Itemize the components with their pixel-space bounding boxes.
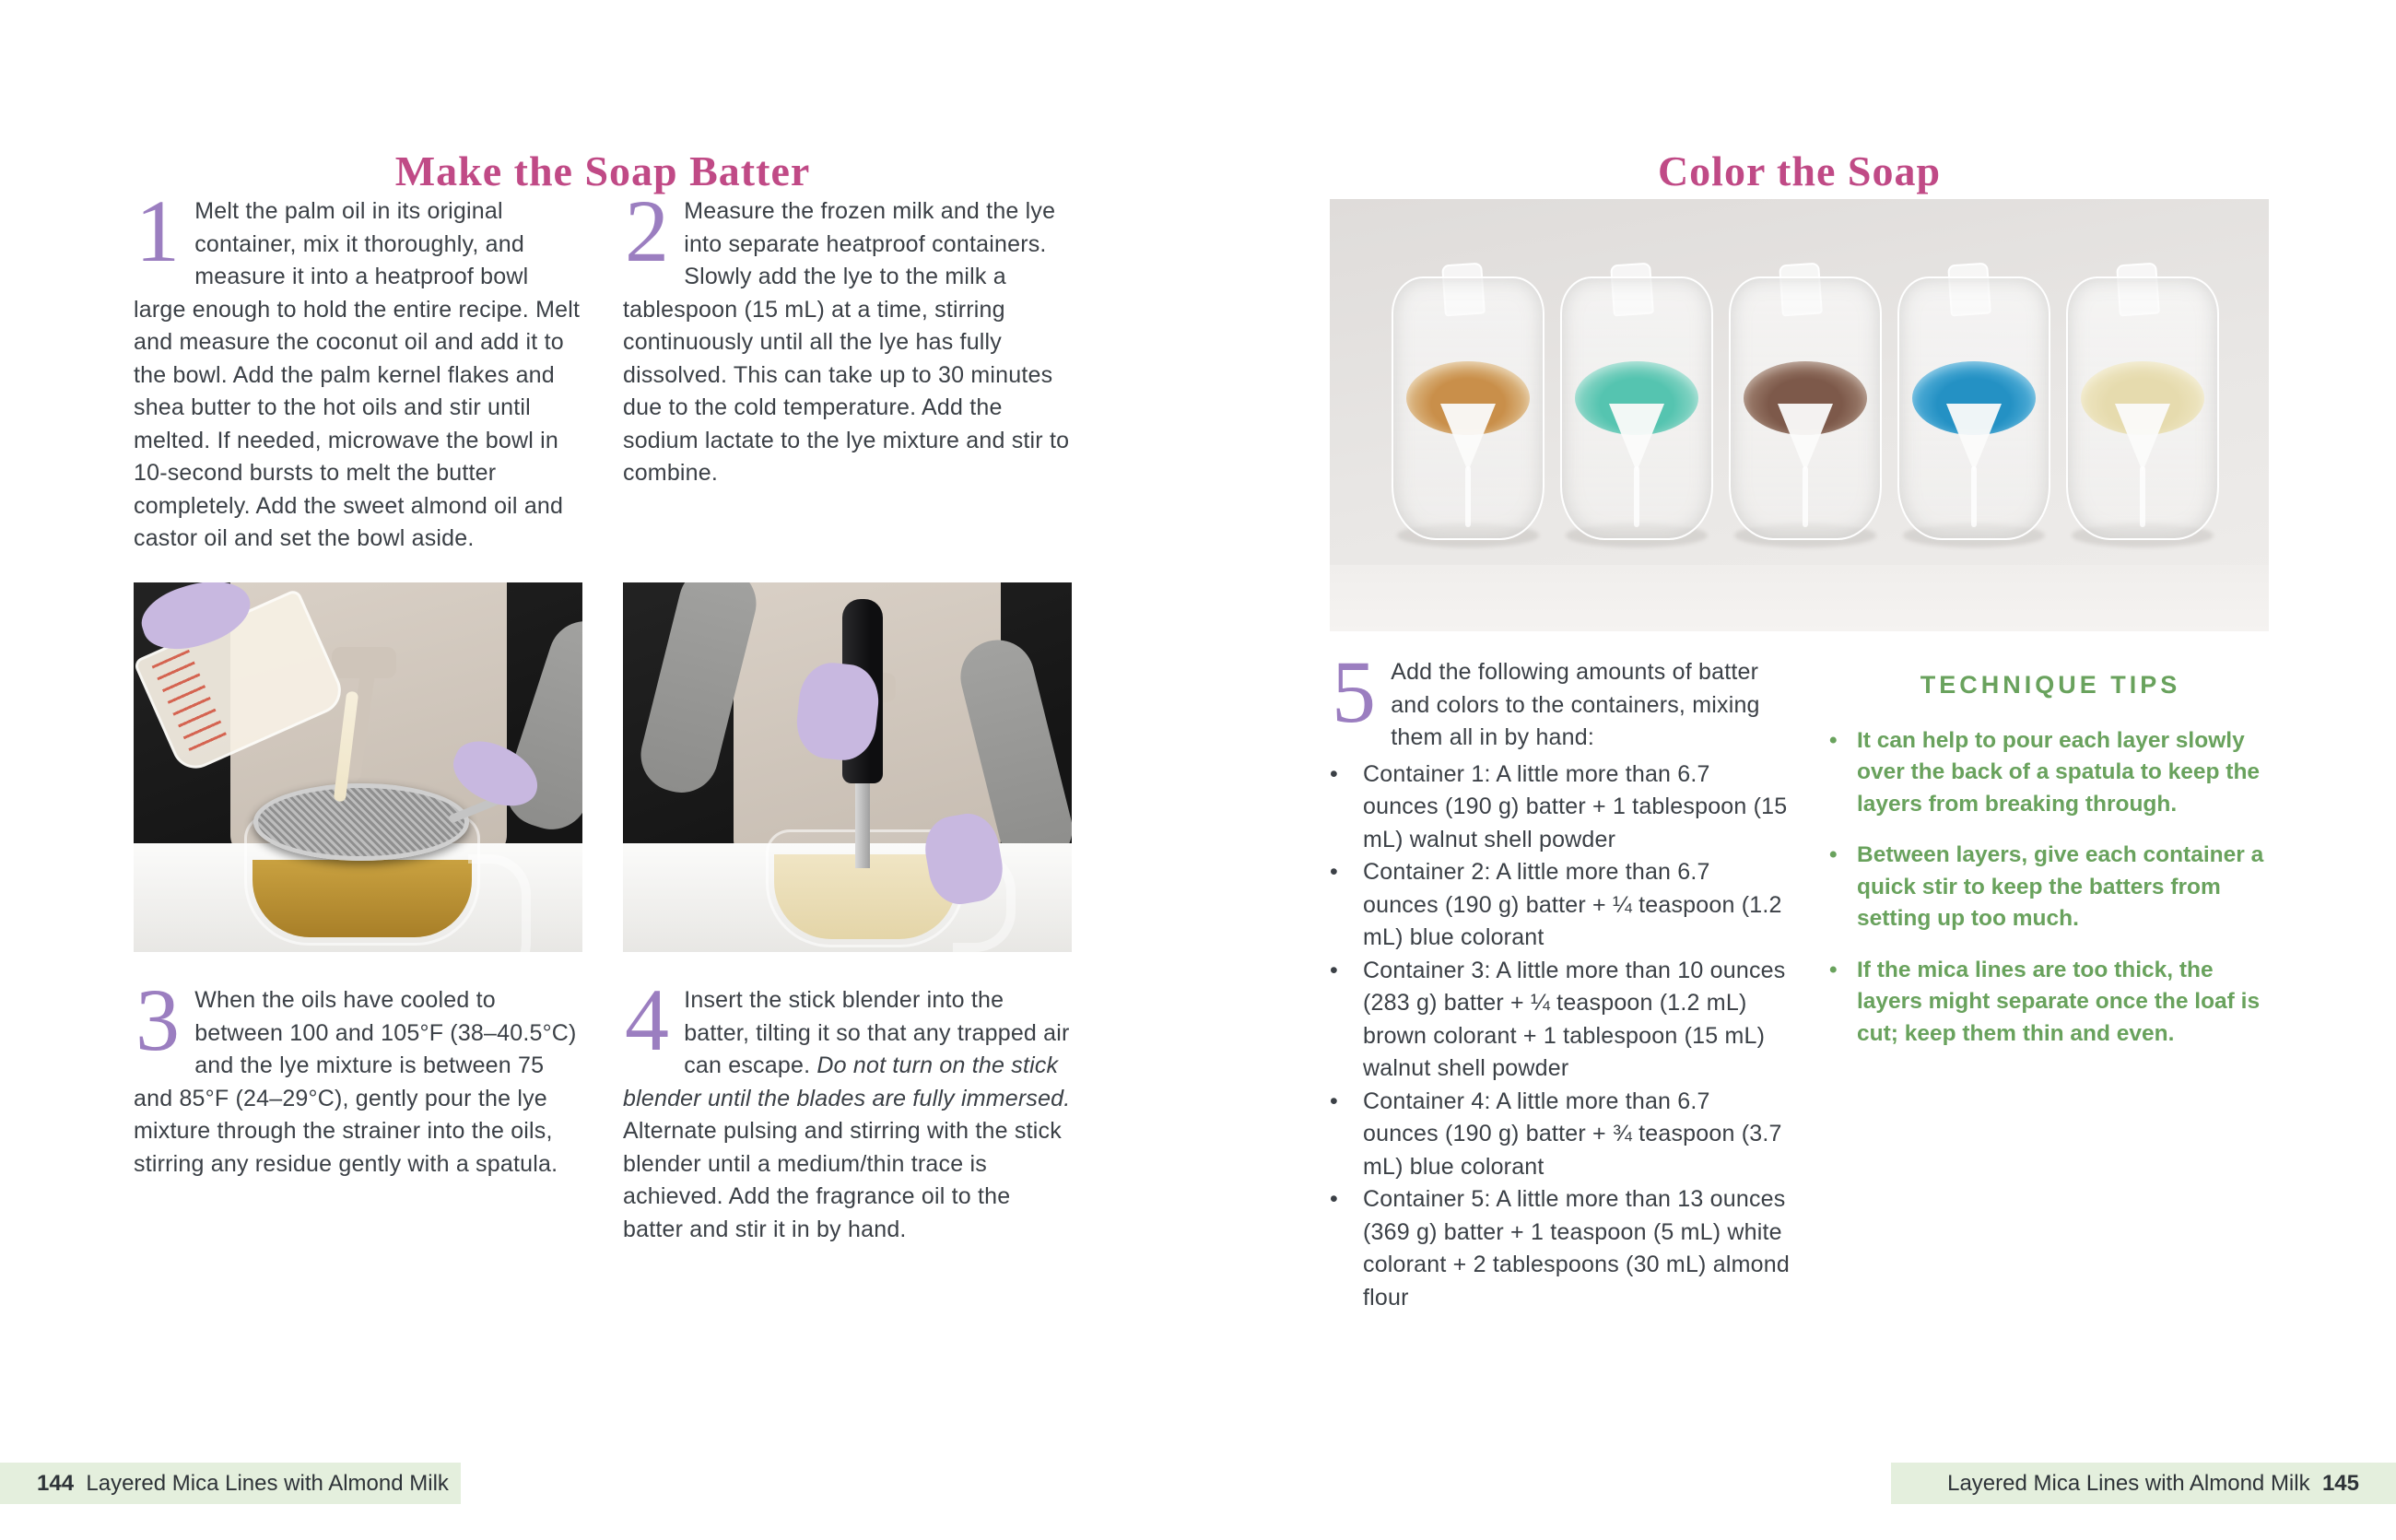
pitcher-handle bbox=[468, 854, 531, 952]
running-title-right: Layered Mica Lines with Almond Milk bbox=[1947, 1471, 2310, 1496]
bullet-dot: • bbox=[1829, 727, 1838, 753]
page-title-left: Make the Soap Batter bbox=[394, 147, 811, 194]
container-amount-item: • Container 2: A little more than 6.7 ounces (190 g) batter + ¼ teaspoon (1.2 mL) blue colorant bbox=[1330, 856, 1791, 955]
step-2-number: 2 bbox=[625, 182, 670, 280]
step-5 bbox=[1330, 642, 1791, 1314]
step-4-text-italic: Do not turn on the stick blender until the blades are fully immersed. bbox=[623, 1052, 1071, 1111]
cup-seam bbox=[1803, 466, 1808, 527]
step-5-number: 5 bbox=[1332, 642, 1377, 741]
step-4-text-lead: Insert the stick blender into the batter, tilting it so that any trapped air can escape. bbox=[684, 987, 1070, 1078]
photo-colored-containers bbox=[1330, 199, 2269, 631]
cup-spout bbox=[2115, 404, 2170, 472]
container-amount-item: • Container 5: A little more than 13 ounces (369 g) batter + 1 teaspoon (5 mL) white colorant + 2 tablespoons (30 mL) almond flour bbox=[1330, 1183, 1791, 1314]
measuring-pitcher bbox=[1729, 276, 1882, 540]
bullet-dot: • bbox=[1330, 1087, 1338, 1114]
measuring-pitcher bbox=[1560, 276, 1713, 540]
measuring-pitcher bbox=[1392, 276, 1544, 540]
step-5-intro: Add the following amounts of batter and colors to the containers, mixing them all in by hand: bbox=[1391, 659, 1760, 750]
cup-seam bbox=[1634, 466, 1639, 527]
step-4 bbox=[623, 970, 1072, 1246]
photo-pour-lye bbox=[134, 582, 582, 952]
bullet-dot: • bbox=[1829, 842, 1838, 867]
technique-tips bbox=[1829, 669, 2272, 1069]
cup-spout bbox=[1609, 404, 1664, 472]
container-amount-item: • Container 1: A little more than 6.7 ounces (190 g) batter + 1 tablespoon (15 mL) walnut shell powder bbox=[1330, 758, 1791, 857]
measuring-pitcher bbox=[2066, 276, 2219, 540]
measuring-cup-markings bbox=[152, 650, 230, 758]
step-3-number: 3 bbox=[135, 970, 181, 1069]
bullet-dot: • bbox=[1330, 1186, 1338, 1212]
step-3 bbox=[134, 970, 582, 1181]
cup-seam bbox=[1971, 466, 1977, 527]
step-2 bbox=[623, 182, 1072, 490]
bullet-dot: • bbox=[1829, 957, 1838, 982]
cup-seam bbox=[2140, 466, 2145, 527]
step-2-text: Measure the frozen milk and the lye into separate heatproof containers. Slowly add the lye to the milk a tablespoon (15 mL) at a time, stirring continuously until all the lye has fully dissolved. This can take up to 30 minutes due to the cold temperature. Add the sodium lactate to the lye mixture and stir to combine. bbox=[623, 198, 1070, 486]
oil-mixture bbox=[253, 860, 472, 937]
strainer bbox=[253, 783, 469, 861]
container-amounts-list bbox=[1330, 758, 1791, 1315]
technique-tip-item: • Between layers, give each container a quick stir to keep the batters from setting up too much. bbox=[1829, 840, 2272, 935]
cup-spout bbox=[1440, 404, 1496, 472]
technique-tip-item: • If the mica lines are too thick, the layers might separate once the loaf is cut; keep them thin and even. bbox=[1829, 955, 2272, 1051]
page-number-right: 145 bbox=[2321, 1471, 2359, 1496]
technique-tips-title: TECHNIQUE TIPS bbox=[1920, 671, 2181, 699]
bullet-dot: • bbox=[1330, 859, 1338, 885]
step-1-text: Melt the palm oil in its original container, mix it thoroughly, and measure it into a heatproof bowl large enough to hold the entire recipe. Melt and measure the coconut oil and add it to the bowl. Add the palm kernel flakes and shea butter to the hot oils and stir until melted. If needed, microwave the bowl in 10-second bursts to melt the butter completely. Add the sweet almond oil and castor oil and set the bowl aside. bbox=[134, 198, 581, 551]
measuring-pitcher bbox=[1897, 276, 2050, 540]
page-title-right: Color the Soap bbox=[1657, 147, 1942, 194]
footer-left bbox=[0, 1463, 461, 1504]
blender-shaft bbox=[855, 776, 870, 868]
table-strip bbox=[1330, 565, 2269, 631]
running-title-left: Layered Mica Lines with Almond Milk bbox=[86, 1471, 449, 1496]
bullet-dot: • bbox=[1330, 760, 1338, 787]
step-4-number: 4 bbox=[625, 970, 670, 1069]
cup-seam bbox=[1465, 466, 1471, 527]
container-amount-item: • Container 4: A little more than 6.7 ounces (190 g) batter + ¾ teaspoon (3.7 mL) blue colorant bbox=[1330, 1086, 1791, 1184]
step-3-text: When the oils have cooled to between 100 and 105°F (38–40.5°C) and the lye mixture is between 75 and 85°F (24–29°C), gently pour the lye mixture through the strainer into the oils, stirring any residue gently with a spatula. bbox=[134, 987, 577, 1177]
cup-spout bbox=[1946, 404, 2002, 472]
cup-spout bbox=[1778, 404, 1833, 472]
technique-tips-list bbox=[1829, 725, 2272, 1051]
photo-stick-blender bbox=[623, 582, 1072, 952]
technique-tip-item: • It can help to pour each layer slowly over the back of a spatula to keep the layers from breaking through. bbox=[1829, 725, 2272, 821]
step-1 bbox=[134, 182, 582, 556]
step-1-number: 1 bbox=[135, 182, 181, 280]
page-number-left: 144 bbox=[37, 1471, 75, 1496]
footer-right bbox=[1891, 1463, 2396, 1504]
container-amount-item: • Container 3: A little more than 10 ounces (283 g) batter + ¼ teaspoon (1.2 mL) brown colorant + 1 tablespoon (15 mL) walnut shell powder bbox=[1330, 955, 1791, 1086]
step-4-text-tail: Alternate pulsing and stirring with the stick blender until a medium/thin trace is achieved. Add the fragrance oil to the batter and stir it in by hand. bbox=[623, 1118, 1062, 1242]
bullet-dot: • bbox=[1330, 957, 1338, 983]
